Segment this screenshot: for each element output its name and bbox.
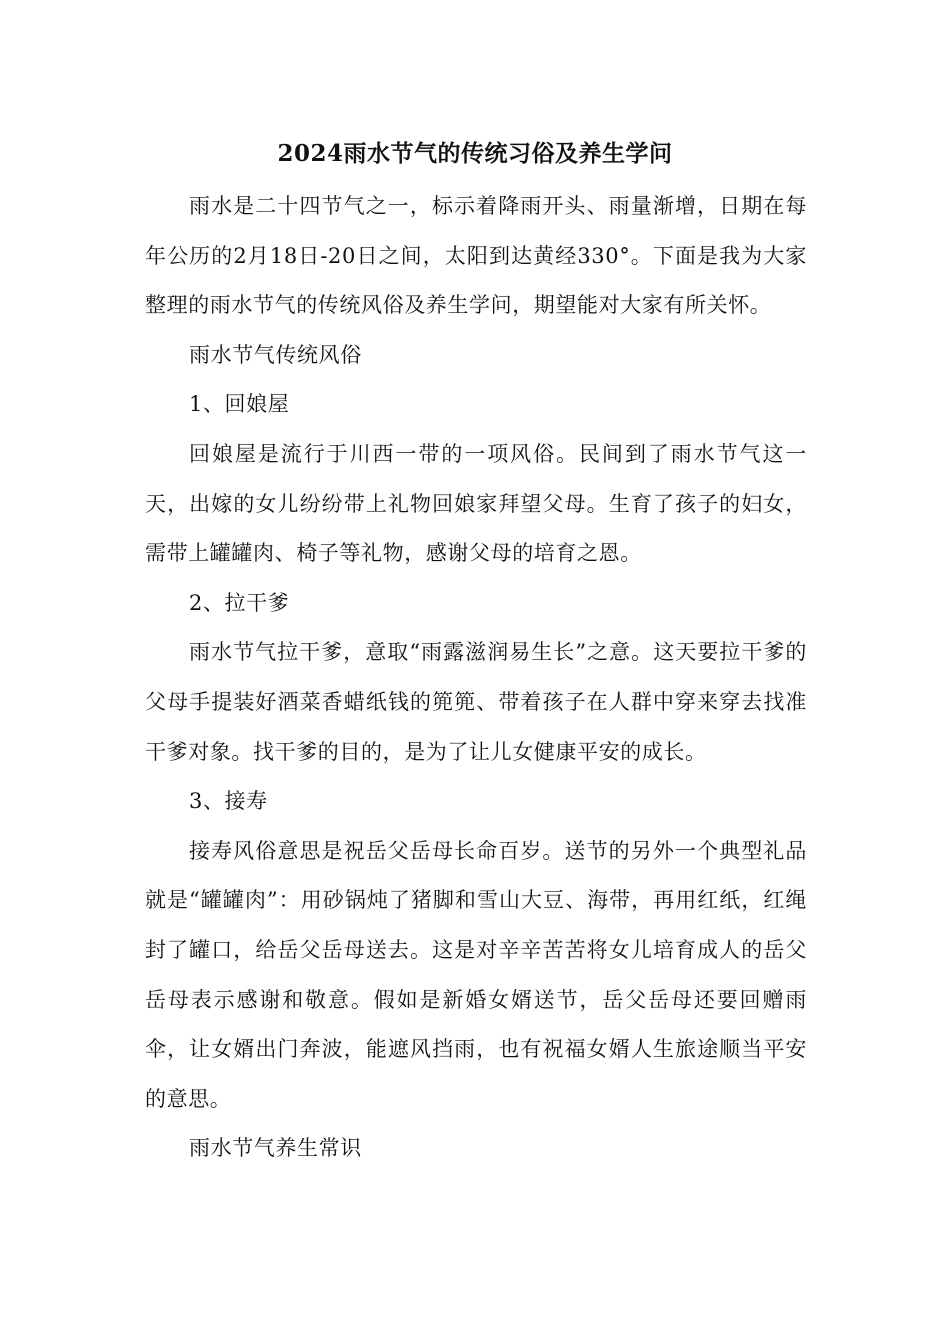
- item-paragraph-2: 雨水节气拉干爹，意取“雨露滋润易生长”之意。这天要拉干爹的父母手提装好酒菜香蜡纸钱的篼篼、带着孩子在人群中穿来穿去找准干爹对象。找干爹的目的，是为了让儿女健康平安的成长。: [145, 640, 807, 764]
- item-heading-2: 2、拉干爹: [189, 590, 290, 615]
- document-body: [145, 182, 807, 1174]
- item-paragraph-1: 回娘屋是流行于川西一带的一项风俗。民间到了雨水节气这一天，出嫁的女儿纷纷带上礼物回娘家拜望父母。生育了孩子的妇女，需带上罐罐肉、椅子等礼物，感谢父母的培育之恩。: [145, 441, 807, 566]
- item-heading-1: 1、回娘屋: [189, 392, 290, 417]
- section-heading-health: 雨水节气养生常识: [189, 1136, 362, 1161]
- item-heading-3: 3、接寿: [189, 789, 268, 814]
- section-heading-customs: 雨水节气传统风俗: [189, 342, 362, 367]
- item-paragraph-3: 接寿风俗意思是祝岳父岳母长命百岁。送节的另外一个典型礼品就是“罐罐肉”：用砂锅炖了猪脚和雪山大豆、海带，再用红纸，红绳封了罐口，给岳父岳母送去。这是对辛辛苦苦将女儿培育成人的岳父岳母表示感谢和敬意。假如是新婚女婿送节，岳父岳母还要回赠雨伞，让女婿出门奔波，能遮风挡雨，也有祝福女婿人生旅途顺当平安的意思。: [145, 838, 807, 1111]
- intro-paragraph: 雨水是二十四节气之一，标示着降雨开头、雨量渐增，日期在每年公历的2月18日-20日之间，太阳到达黄经330°。下面是我为大家整理的雨水节气的传统风俗及养生学问，期望能对大家有所关怀。: [145, 194, 807, 318]
- document-title: 2024雨水节气的传统习俗及养生学问: [277, 140, 673, 167]
